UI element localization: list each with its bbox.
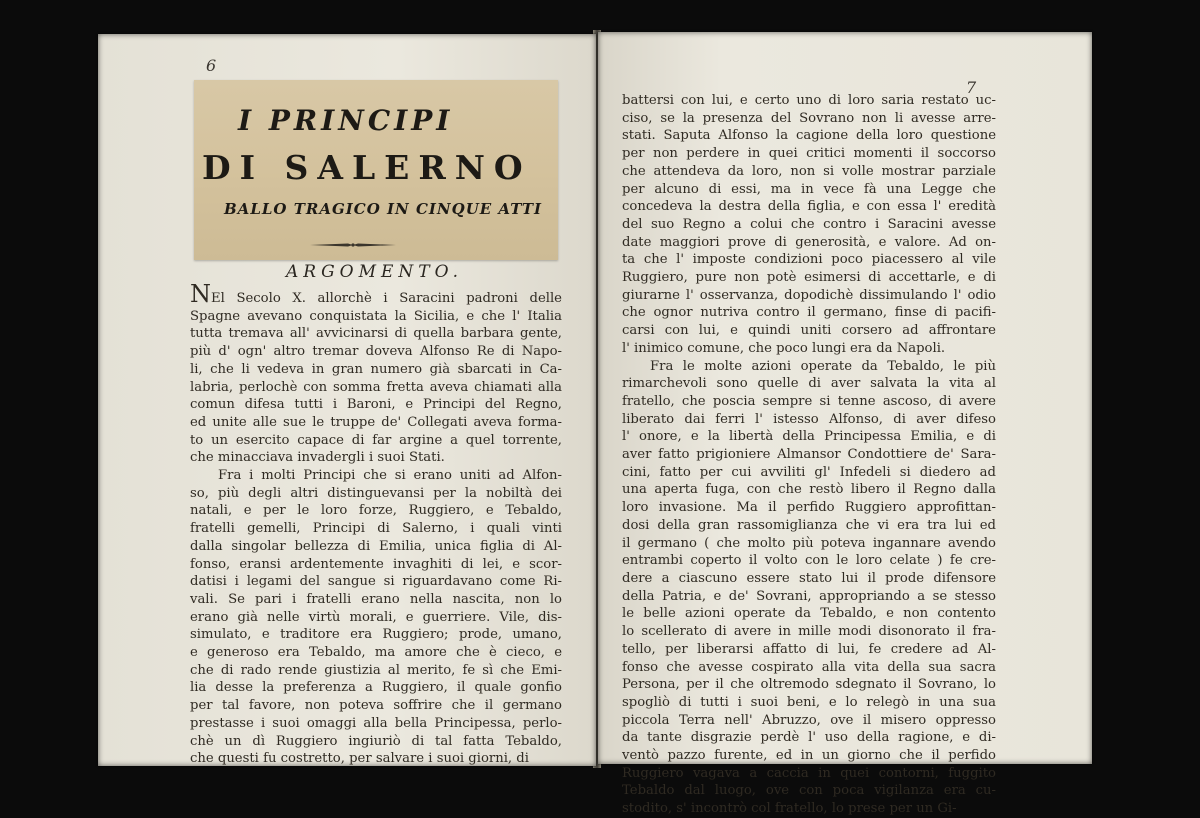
text-line: li, che li vedeva in gran numero già sbarcati in Ca- <box>190 361 562 377</box>
text-line: stati. Saputa Alfonso la cagione della loro questione <box>622 128 996 144</box>
text-line: Fra le molte azioni operate da Tebaldo, le più <box>650 358 996 374</box>
text-line: liberato dai ferri l' istesso Alfonso, di aver difeso <box>622 411 996 427</box>
text-line: so, più degli altri distinguevansi per la nobiltà dei <box>190 485 562 501</box>
text-line: lia desse la preferenza a Ruggiero, il quale gonfio <box>190 680 562 696</box>
text-line: che ognor nutriva contro il germano, finse di pacifi- <box>622 305 996 321</box>
text-line: Fra i molti Principi che si erano uniti ad Alfon- <box>218 468 562 484</box>
text-line: labria, perlochè con somma fretta aveva chiamati alla <box>190 379 562 395</box>
text-line: l' inimico comune, che poco lungi era da Napoli. <box>622 340 946 356</box>
text-line: più d' ogn' altro tremar doveva Alfonso Re di Napo- <box>190 344 562 360</box>
text-line: per tal favore, non poteva soffrire che il germano <box>190 698 562 714</box>
title-subtitle: BALLO TRAGICO IN CINQUE ATTI <box>224 200 543 218</box>
drop-cap: N <box>190 280 211 308</box>
text-line: stodito, s' incontrò col fratello, lo prese per un Gi- <box>622 801 957 817</box>
page-number-right: 7 <box>966 78 977 97</box>
text-line: della Patria, e de' Sovrani, appropriando a se stesso <box>622 588 996 604</box>
text-line: fratelli gemelli, Principi di Salerno, i quali vinti <box>190 521 562 537</box>
text-line: dalla singolar bellezza di Emilia, unica figlia di Al- <box>190 538 562 554</box>
left-page <box>98 34 596 766</box>
text-line: del suo Regno a colui che contro i Saracini avesse <box>622 216 996 232</box>
right-body-text <box>622 92 996 818</box>
text-line: prestasse i suoi omaggi alla bella Principessa, perlo- <box>190 715 562 731</box>
text-line: comun difesa tutti i Baroni, e Principi del Regno, <box>190 397 562 413</box>
text-line: to un esercito capace di far argine a quel torrente, <box>190 432 562 448</box>
text-line: ventò pazzo furente, ed in un giorno che il perfido <box>622 748 996 764</box>
text-line: tutta tremava all' avvicinarsi di quella barbara gente, <box>190 326 562 342</box>
text-line: natali, e per le loro forze, Ruggiero, e Tebaldo, <box>190 503 562 519</box>
text-line: fratello, che poscia sempre si tenne ascoso, di avere <box>622 393 996 409</box>
text-line: concedeva la destra della figlia, e con essa l' eredità <box>622 199 996 215</box>
text-line: il germano ( che molto più poteva ingannare avendo <box>622 535 996 551</box>
title-label <box>194 80 558 260</box>
title-line-1: I PRINCIPI <box>238 104 454 137</box>
right-page <box>598 32 1092 817</box>
text-line: l' onore, e la libertà della Principessa Emilia, e di <box>622 429 996 445</box>
text-line: dere a ciascuno essere stato lui il prode difensore <box>622 570 996 586</box>
text-line: datisi i legami del sangue si riguardavano come Ri- <box>190 574 562 590</box>
text-line: fonso che avesse cospirato alla vita della sua sacra <box>622 659 996 675</box>
text-line: Spagne avevano conquistata la Sicilia, e che l' Italia <box>190 308 562 324</box>
text-line: una aperta fuga, con che restò libero il Regno dalla <box>622 482 996 498</box>
text-line: fonso, eransi ardentemente invaghiti di lei, e scor- <box>190 556 562 572</box>
text-line: chè un dì Ruggiero ingiuriò di tal fatta Tebaldo, <box>190 733 562 749</box>
text-line: che di rado rende giustizia al merito, fe sì che Emi- <box>190 662 562 678</box>
text-line: cini, fatto per cui avviliti gl' Infedeli si diedero ad <box>622 464 996 480</box>
text-line: vali. Se pari i fratelli erano nella nascita, non lo <box>190 591 562 607</box>
text-line: le belle azioni operate da Tebaldo, e non contento <box>622 606 996 622</box>
text-line: giurarne l' osservanza, dopodichè dissimulando l' odio <box>622 287 996 303</box>
text-line: che questi fu costretto, per salvare i suoi giorni, di <box>190 751 529 767</box>
text-line: per non perdere in quei critici momenti il soccorso <box>622 146 996 162</box>
text-line: che attendeva da loro, non si volle mostrar parziale <box>622 163 996 179</box>
text-line: date maggiori prove di generosità, e valore. Ad on- <box>622 234 996 250</box>
text-line: Persona, per il che oltremodo sdegnato il Sovrano, lo <box>622 677 996 693</box>
text-line: da tante disgrazie perdè l' uso della ragione, e di- <box>622 730 996 746</box>
ornament-divider <box>308 241 398 249</box>
title-line-2: DI SALERNO <box>202 148 532 187</box>
text-line: entrambi coperto il volto con le loro celate ) fe cre- <box>622 553 996 569</box>
page-number-left: 6 <box>206 56 217 75</box>
text-line: aver fatto prigioniere Almansor Condottiere de' Sara- <box>622 447 996 463</box>
text-line: battersi con lui, e certo uno di loro saria restato uc- <box>622 93 996 108</box>
text-line: carsi con lui, e quindi uniti corsero ad affrontare <box>622 323 996 339</box>
left-body-text <box>190 280 562 768</box>
text-line: per alcuno di essi, ma in vece fà una Legge che <box>622 181 996 197</box>
text-line: Ruggiero vagava a caccia in quei contorni, fuggito <box>622 765 996 781</box>
section-heading: ARGOMENTO. <box>286 262 463 282</box>
text-line: NEl Secolo X. allorchè i Saracini padroni delle <box>190 280 562 308</box>
text-line: Ruggiero, pure non potè esimersi di accettarle, e di <box>622 270 996 286</box>
text-line: spogliò di tutti i suoi beni, e lo relegò in una sua <box>622 694 996 710</box>
text-line: erano già nelle virtù morali, e guerriere. Vile, dis- <box>190 609 562 625</box>
text-line: ed unite alle sue le truppe de' Collegati aveva forma- <box>190 414 562 430</box>
text-line: dosi della gran rassomiglianza che vi era tra lui ed <box>622 517 996 533</box>
text-line: e generoso era Tebaldo, ma amore che è cieco, e <box>190 645 562 661</box>
text-line: rimarchevoli sono quelle di aver salvata la vita al <box>622 376 996 392</box>
text-line: ciso, se la presenza del Sovrano non li avesse arre- <box>622 110 996 126</box>
text-line: loro invasione. Ma il perfido Ruggiero approfittan- <box>622 500 996 516</box>
text-line: piccola Terra nell' Abruzzo, ove il misero oppresso <box>622 712 996 728</box>
text-line: lo scellerato di avere in mille modi disonorato il fra- <box>622 624 996 640</box>
text-line: simulato, e traditore era Ruggiero; prode, umano, <box>190 627 562 643</box>
text-line: Tebaldo dal luogo, ove con poca vigilanza era cu- <box>622 783 996 799</box>
text-line: che minacciava invadergli i suoi Stati. <box>190 450 445 466</box>
text-line: ta che l' imposte condizioni poco piacessero al vile <box>622 252 996 268</box>
text-line: tello, per liberarsi affatto di lui, fe credere ad Al- <box>622 641 996 657</box>
